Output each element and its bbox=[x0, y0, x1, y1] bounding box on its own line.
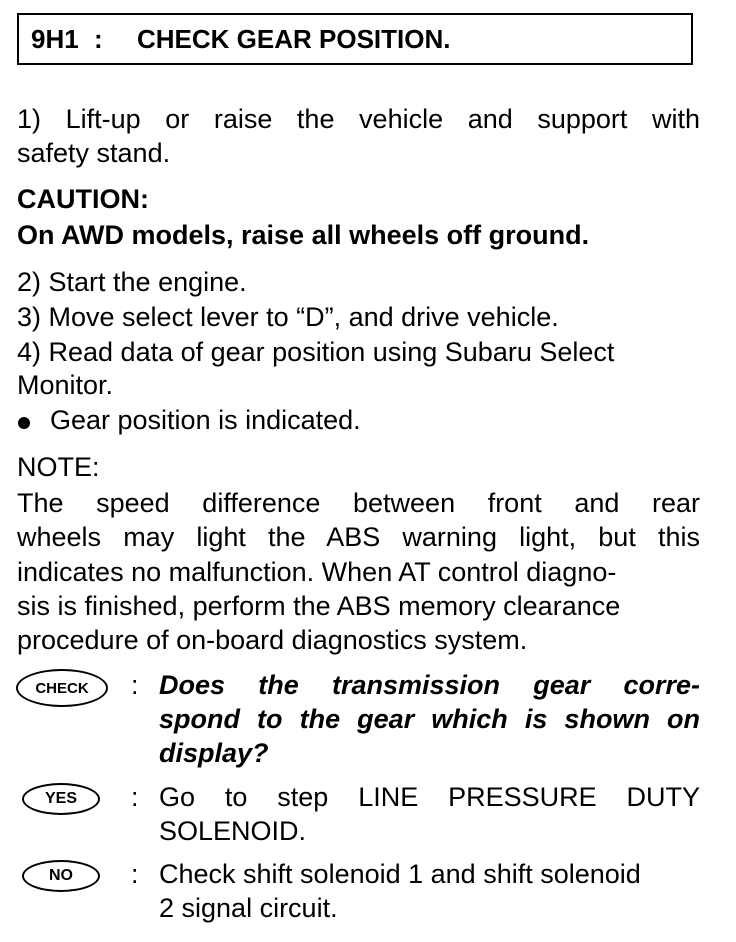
caution-text: On AWD models, raise all wheels off ground. bbox=[17, 220, 590, 250]
note-line-3: indicates no malfunction. When AT control diagno- bbox=[17, 557, 617, 587]
step-4-line-1: 4) Read data of gear position using Subaru Select bbox=[17, 337, 615, 367]
section-header-box bbox=[17, 13, 693, 65]
step-1-line-1: 1) Lift-up or raise the vehicle and support with bbox=[17, 104, 700, 134]
step-1-line-2: safety stand. bbox=[17, 138, 171, 168]
caution-label: CAUTION: bbox=[17, 184, 149, 214]
no-colon: : bbox=[131, 859, 139, 889]
note-label: NOTE: bbox=[17, 452, 100, 482]
note-line-4: sis is finished, perform the ABS memory clearance bbox=[17, 591, 621, 621]
yes-action-line-1: Go to step LINE PRESSURE DUTY bbox=[159, 782, 700, 812]
step-4-line-2: Monitor. bbox=[17, 370, 114, 400]
check-badge-icon: CHECK bbox=[16, 669, 108, 707]
no-action-line-1: Check shift solenoid 1 and shift solenoid bbox=[159, 859, 641, 889]
note-line-2: wheels may light the ABS warning light, but this bbox=[17, 522, 700, 552]
check-question-line-3: display? bbox=[159, 738, 269, 768]
yes-colon: : bbox=[131, 782, 139, 812]
step-3: 3) Move select lever to “D”, and drive vehicle. bbox=[17, 302, 559, 332]
no-badge-icon: NO bbox=[22, 860, 100, 892]
check-question-line-1: Does the transmission gear corre- bbox=[159, 670, 700, 700]
section-separator: : bbox=[94, 24, 103, 54]
note-line-5: procedure of on-board diagnostics system. bbox=[17, 625, 528, 655]
note-line-1: The speed difference between front and rear bbox=[17, 488, 700, 518]
yes-action-line-2: SOLENOID. bbox=[159, 816, 307, 846]
bullet-dot-icon bbox=[18, 417, 30, 429]
section-title: CHECK GEAR POSITION. bbox=[137, 24, 451, 54]
check-colon: : bbox=[131, 670, 139, 700]
check-question-line-2: spond to the gear which is shown on bbox=[159, 704, 700, 734]
section-code: 9H1 bbox=[31, 24, 79, 54]
yes-badge-icon: YES bbox=[22, 783, 100, 815]
step-2: 2) Start the engine. bbox=[17, 267, 247, 297]
no-action-line-2: 2 signal circuit. bbox=[159, 893, 338, 923]
bullet-item: Gear position is indicated. bbox=[50, 405, 361, 435]
